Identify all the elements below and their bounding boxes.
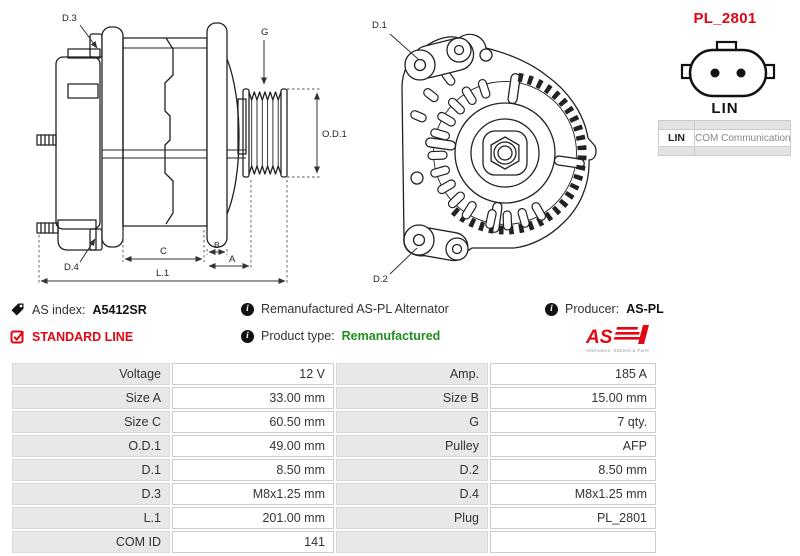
spec-value: 8.50 mm xyxy=(490,459,656,481)
connector-pin-label: LIN xyxy=(711,100,739,117)
pinout-strip xyxy=(695,147,791,156)
svg-text:Alternators, Starters & Parts: Alternators, Starters & Parts xyxy=(586,348,649,353)
spec-table xyxy=(10,361,658,555)
spec-value: 8.50 mm xyxy=(172,459,334,481)
table-row xyxy=(12,507,656,529)
spec-label: G xyxy=(336,411,488,433)
connector-icon xyxy=(655,38,795,102)
as-pl-logo xyxy=(585,323,651,355)
table-row xyxy=(12,363,656,385)
side-view-drawing xyxy=(10,4,354,296)
spec-label: O.D.1 xyxy=(12,435,170,457)
pinout-strip xyxy=(659,147,695,156)
spec-value: 15.00 mm xyxy=(490,387,656,409)
spec-label: Amp. xyxy=(336,363,488,385)
spec-label: Size C xyxy=(12,411,170,433)
table-row xyxy=(12,387,656,409)
spec-label: L.1 xyxy=(12,507,170,529)
front-view-drawing xyxy=(360,8,650,290)
product-line-badge xyxy=(10,329,133,344)
spec-label: Size A xyxy=(12,387,170,409)
table-row xyxy=(12,531,656,553)
spec-label: Pulley xyxy=(336,435,488,457)
info-icon: i xyxy=(545,303,558,316)
pinout-strip xyxy=(659,121,695,130)
table-row xyxy=(12,435,656,457)
spec-label: Voltage xyxy=(12,363,170,385)
plug-code-title: PL_2801 xyxy=(693,10,757,27)
producer-line xyxy=(545,302,664,316)
dim-label-c: C xyxy=(160,246,167,257)
spec-value: 12 V xyxy=(172,363,334,385)
product-type-line xyxy=(241,329,440,343)
dim-label-d1: D.1 xyxy=(372,20,387,31)
dim-label-od1: O.D.1 xyxy=(322,129,347,140)
producer-label: Producer: xyxy=(565,302,620,316)
spec-label: D.1 xyxy=(12,459,170,481)
table-row xyxy=(12,459,656,481)
dim-label-d3: D.3 xyxy=(62,13,77,24)
table-row xyxy=(12,483,656,505)
dim-label-g: G xyxy=(261,27,269,38)
product-type-value: Remanufactured xyxy=(341,329,441,343)
dim-label-a: A xyxy=(229,254,236,265)
dim-label-d2: D.2 xyxy=(373,274,388,285)
product-description: Remanufactured AS-PL Alternator xyxy=(261,302,449,316)
connector-pinout-table xyxy=(658,120,791,156)
spec-value: 7 qty. xyxy=(490,411,656,433)
spec-label: Size B xyxy=(336,387,488,409)
spec-label: D.3 xyxy=(12,483,170,505)
spec-label: Plug xyxy=(336,507,488,529)
spec-value: PL_2801 xyxy=(490,507,656,529)
tag-icon xyxy=(10,302,25,317)
pinout-strip xyxy=(695,121,791,130)
dim-label-b: B xyxy=(214,240,220,250)
spec-label: COM ID xyxy=(12,531,170,553)
spec-value: 141 xyxy=(172,531,334,553)
info-icon: i xyxy=(241,330,254,343)
spec-label: D.4 xyxy=(336,483,488,505)
spec-value: AFP xyxy=(490,435,656,457)
spec-value: 60.50 mm xyxy=(172,411,334,433)
svg-text:AS: AS xyxy=(586,327,613,348)
as-index-value: A5412SR xyxy=(92,302,147,317)
spec-value: 185 A xyxy=(490,363,656,385)
description-line xyxy=(241,302,449,316)
dim-label-l1: L.1 xyxy=(156,268,170,279)
spec-value: 33.00 mm xyxy=(172,387,334,409)
spec-value: 49.00 mm xyxy=(172,435,334,457)
product-type-label: Product type: xyxy=(261,329,335,343)
spec-value: 201.00 mm xyxy=(172,507,334,529)
dim-label-d4: D.4 xyxy=(64,262,79,273)
table-row xyxy=(12,411,656,433)
spec-value xyxy=(490,531,656,553)
spec-value: M8x1.25 mm xyxy=(490,483,656,505)
pinout-value: COM Communication xyxy=(695,130,791,147)
spec-label xyxy=(336,531,488,553)
pinout-key: LIN xyxy=(659,130,695,147)
info-icon: i xyxy=(241,303,254,316)
checkbox-icon xyxy=(10,329,25,344)
as-index-label: AS index: xyxy=(32,302,86,317)
standard-line-label: STANDARD LINE xyxy=(32,329,134,344)
as-index-line xyxy=(10,302,147,317)
spec-value: M8x1.25 mm xyxy=(172,483,334,505)
producer-value: AS-PL xyxy=(626,302,664,316)
spec-label: D.2 xyxy=(336,459,488,481)
